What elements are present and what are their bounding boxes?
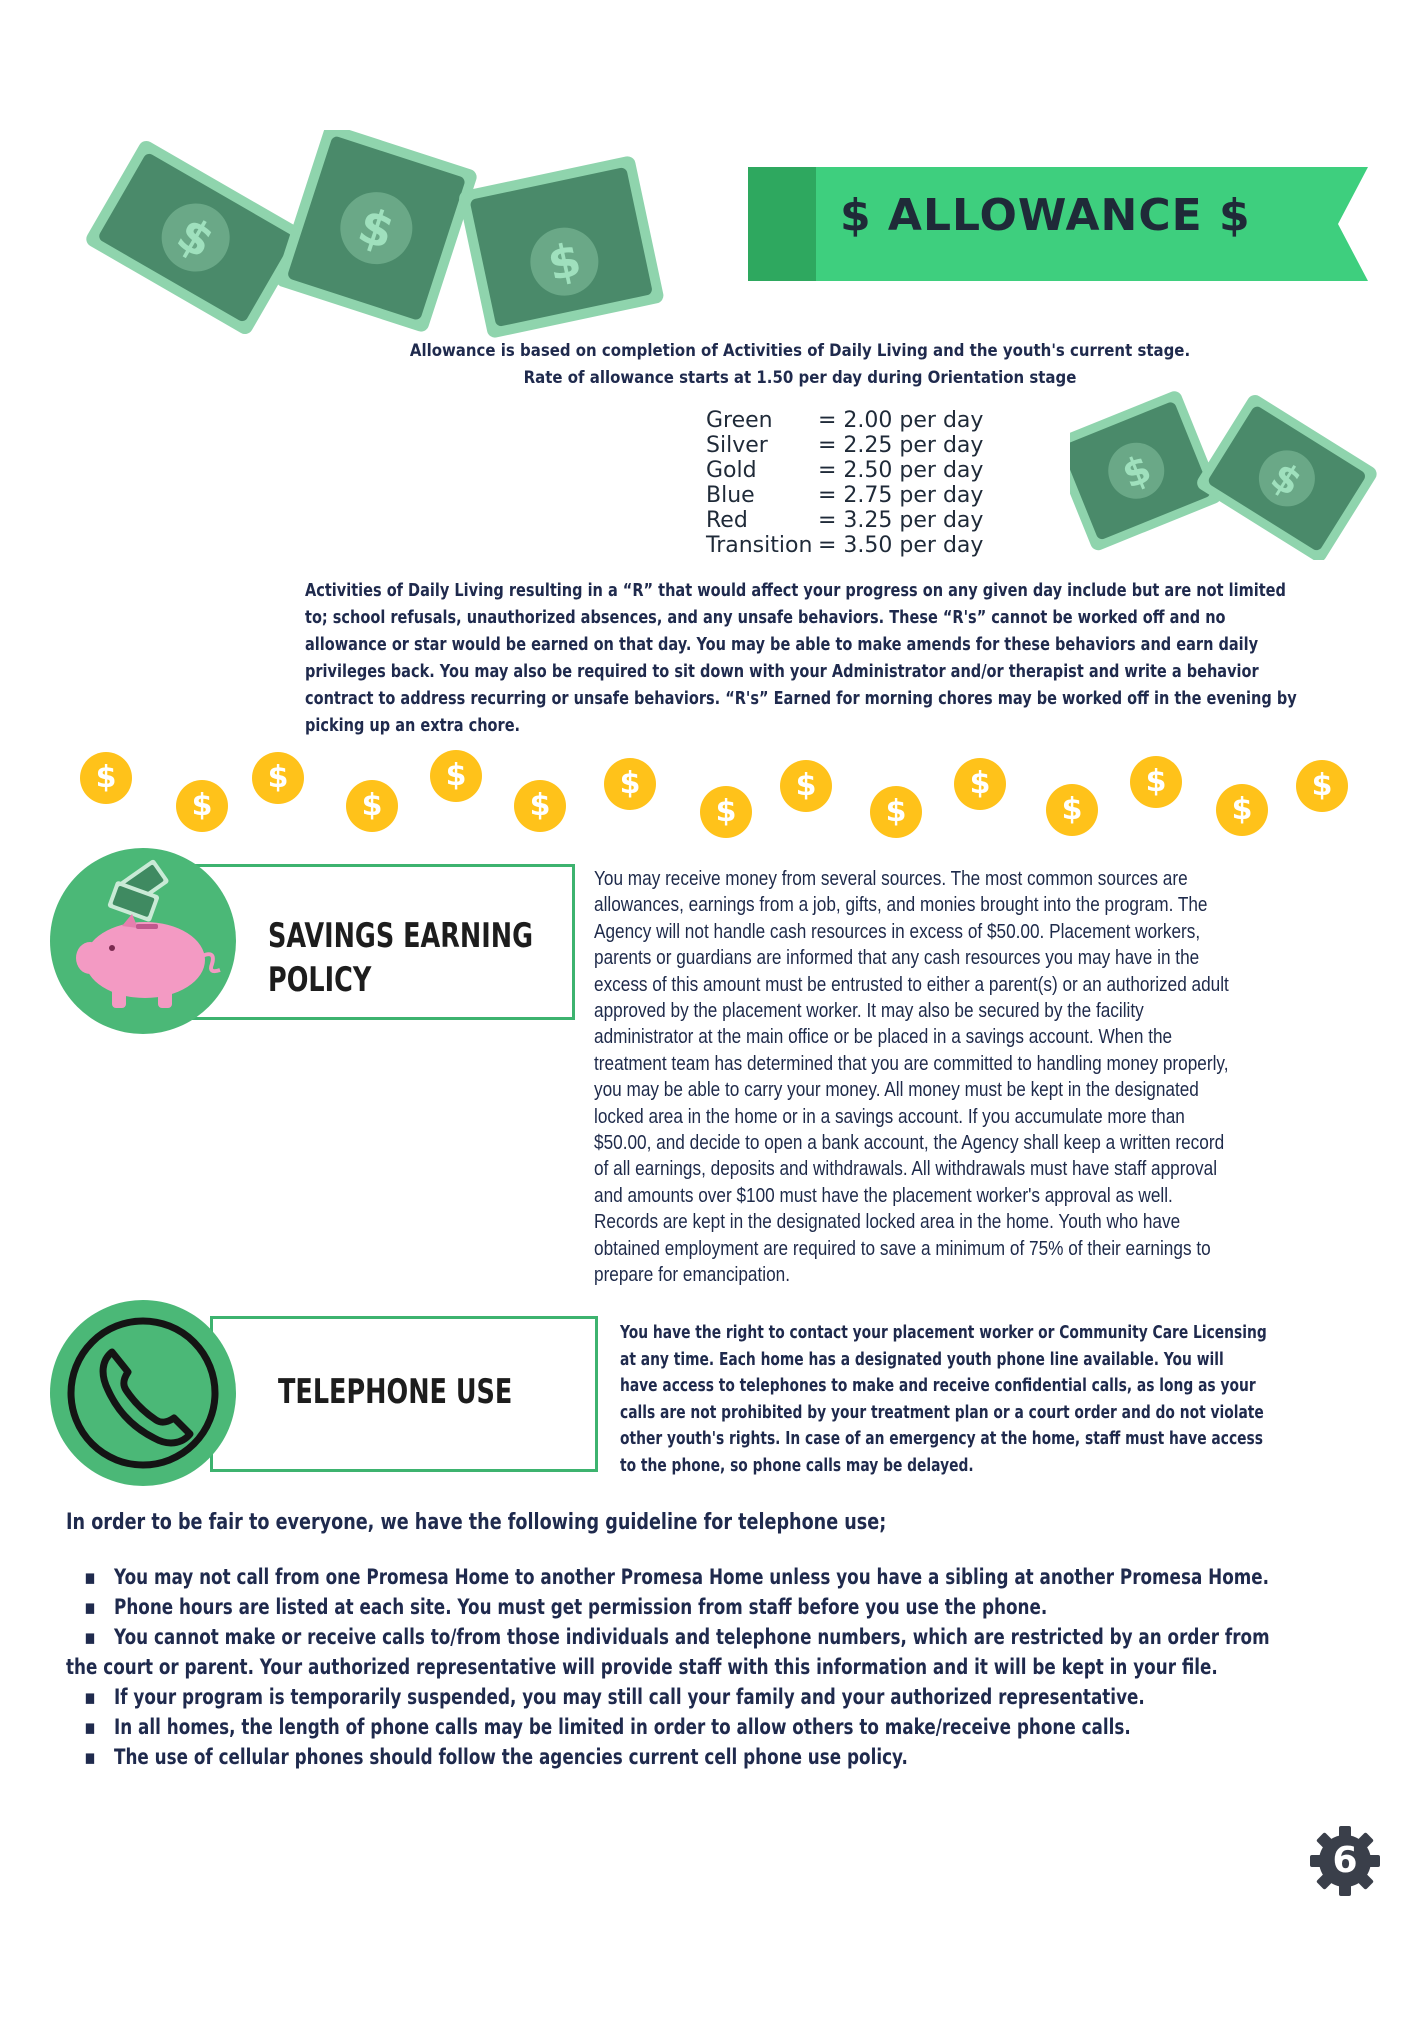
list-item [66, 1742, 1410, 1772]
svg-text:$: $ [543, 231, 586, 292]
coin-icon: $ [514, 780, 566, 832]
telephone-paragraph [620, 1320, 1380, 1479]
paragraph-line: parents or guardians are informed that any cash resources you may have in the [594, 947, 1200, 970]
coin-icon: $ [954, 758, 1006, 810]
paragraph-line: Records are kept in the designated locked area in the home. Youth who have [594, 1211, 1181, 1234]
svg-text:$: $ [1116, 446, 1158, 498]
svg-text:$: $ [168, 206, 224, 269]
adl-paragraph [305, 578, 1405, 740]
rate-row [706, 483, 983, 508]
bullet: ▪ [84, 1595, 96, 1619]
allowance-title: $ ALLOWANCE $ [840, 190, 1251, 241]
rate-value: = 3.50 per day [818, 533, 984, 558]
paragraph-line: Activities of Daily Living resulting in a “R” that would affect your progress on any given day include but are not limited [305, 581, 1286, 601]
paragraph-line: Agency will not handle cash resources in excess of $50.00. Placement workers, [594, 920, 1201, 943]
rate-stage: Green [706, 408, 773, 433]
rate-value: = 2.50 per day [818, 458, 984, 483]
paragraph-line: locked area in the home or in a savings account. If you accumulate more than [594, 1105, 1185, 1128]
telephone-title: TELEPHONE USE [278, 1372, 513, 1412]
paragraph-line: treatment team has determined that you are committed to handling money properly, [594, 1052, 1229, 1075]
rate-value: = 2.00 per day [818, 408, 984, 433]
rule-text: You cannot make or receive calls to/from those individuals and telephone numbers, which are restricted by an order from [114, 1625, 1270, 1649]
rate-row [706, 458, 983, 483]
savings-title-line: POLICY [268, 960, 372, 1000]
paragraph-line: excess of this amount must be entrusted to either a parent(s) or an authorized adult [594, 973, 1229, 996]
list-item [66, 1682, 1410, 1712]
bullet: ▪ [84, 1715, 96, 1739]
rate-value: = 2.75 per day [818, 483, 984, 508]
rate-stage: Gold [706, 458, 757, 483]
paragraph-line: privileges back. You may also be required to sit down with your Administrator and/or therapist and write a behavior [305, 662, 1259, 682]
paragraph-line: have access to telephones to make and receive confidential calls, as long as your [620, 1376, 1256, 1396]
paragraph-line: You may receive money from several sources. The most common sources are [594, 868, 1188, 890]
paragraph-line: obtained employment are required to save a minimum of 75% of their earnings to [594, 1237, 1211, 1260]
coin-icon: $ [176, 780, 228, 832]
paragraph-line: other youth's rights. In case of an emergency at the home, staff must have access [620, 1429, 1263, 1449]
bullet: ▪ [84, 1565, 96, 1589]
paragraph-line: administrator at the main office or be placed in a savings account. When the [594, 1026, 1173, 1049]
paragraph-line: approved by the placement worker. It may also be secured by the facility [594, 1000, 1144, 1023]
paragraph-line: contract to address recurring or unsafe behaviors. “R's” Earned for morning chores may be worked off in the evening by [305, 689, 1297, 709]
allowance-rates [706, 408, 983, 558]
coin-icon: $ [1130, 756, 1182, 808]
rule-text: The use of cellular phones should follow the agencies current cell phone use policy. [114, 1745, 908, 1769]
telephone-icon [50, 1300, 236, 1486]
paragraph-line: and amounts over $100 must have the placement worker's approval as well. [594, 1184, 1173, 1207]
bullet: ▪ [84, 1685, 96, 1709]
telephone-icon-circle [50, 1300, 236, 1486]
allowance-intro-line: Rate of allowance starts at 1.50 per day during Orientation stage [523, 368, 1077, 388]
paragraph-line: calls are not prohibited by your treatment plan or a court order and do not violate [620, 1402, 1264, 1423]
paragraph-line: allowances, earnings from a job, gifts, and monies brought into the program. The [594, 894, 1208, 917]
coin-icon: $ [430, 750, 482, 802]
page-number: 6 [1332, 1840, 1358, 1881]
list-item-continuation [66, 1652, 1410, 1682]
bullet: ▪ [84, 1745, 96, 1769]
rate-value: = 2.25 per day [818, 433, 984, 458]
rule-text: In all homes, the length of phone calls may be limited in order to allow others to make/receive phone calls. [114, 1715, 1131, 1739]
money-bills-icon [80, 130, 700, 350]
paragraph-line: of all earnings, deposits and withdrawals. All withdrawals must have staff approval [594, 1158, 1218, 1181]
coin-icon: $ [1046, 784, 1098, 836]
coin-icon: $ [1216, 784, 1268, 836]
paragraph-line: picking up an extra chore. [305, 716, 521, 736]
rule-text: If your program is temporarily suspended, you may still call your family and your authorized representative. [114, 1685, 1145, 1709]
rule-text: Phone hours are listed at each site. You must get permission from staff before you use the phone. [114, 1595, 1048, 1619]
coin-icon: $ [870, 786, 922, 838]
rate-row [706, 533, 983, 558]
rate-row [706, 508, 983, 533]
piggy-bank-icon [50, 848, 236, 1034]
svg-text:$: $ [1263, 453, 1310, 505]
svg-text:$: $ [351, 197, 401, 261]
page-number-badge [1310, 1826, 1380, 1896]
allowance-intro-line: Allowance is based on completion of Activities of Daily Living and the youth's current stage. [409, 341, 1191, 361]
rate-value: = 3.25 per day [818, 508, 984, 533]
paragraph-line: to; school refusals, unauthorized absences, and any unsafe behaviors. These “R's” cannot be worked off and no [305, 608, 1226, 628]
rate-row [706, 433, 983, 458]
allowance-intro [300, 338, 1300, 392]
list-item [66, 1592, 1410, 1622]
rate-row [706, 408, 983, 433]
paragraph-line: you may be able to carry your money. All money must be kept in the designated [594, 1079, 1199, 1102]
savings-title-line: SAVINGS EARNING [268, 916, 534, 956]
coin-icon: $ [700, 786, 752, 838]
coin-icon: $ [780, 760, 832, 812]
rule-text: You may not call from one Promesa Home to another Promesa Home unless you have a sibling at another Promesa Home. [114, 1565, 1270, 1589]
guideline-intro: In order to be fair to everyone, we have the following guideline for telephone use; [66, 1510, 887, 1535]
paragraph-line: to the phone, so phone calls may be delayed. [620, 1455, 974, 1476]
rate-stage: Blue [706, 483, 755, 508]
savings-icon-circle [50, 848, 236, 1034]
paragraph-line: $50.00, and decide to open a bank account, the Agency shall keep a written record [594, 1132, 1225, 1155]
savings-paragraph [594, 866, 1404, 1289]
paragraph-line: at any time. Each home has a designated youth phone line available. You will [620, 1349, 1224, 1370]
paragraph-line: allowance or star would be earned on that day. You may be able to make amends for these behaviors and earn daily [305, 635, 1259, 655]
telephone-rules-list [66, 1562, 1406, 1772]
paragraph-line: You have the right to contact your placement worker or Community Care Licensing [620, 1323, 1267, 1343]
list-item [66, 1562, 1410, 1592]
bullet: ▪ [84, 1625, 96, 1649]
money-bills-icon [1070, 390, 1380, 560]
paragraph-line: prepare for emancipation. [594, 1264, 791, 1287]
rate-stage: Transition [706, 533, 813, 558]
rate-stage: Silver [706, 433, 768, 458]
list-item [66, 1622, 1410, 1652]
coin-icon: $ [1296, 760, 1348, 812]
coin-icon: $ [252, 752, 304, 804]
list-item [66, 1712, 1410, 1742]
savings-title [268, 914, 533, 1002]
rule-text: the court or parent. Your authorized representative will provide staff with this information and it will be kept in your file. [66, 1655, 1218, 1679]
coin-icon: $ [604, 758, 656, 810]
coin-icon: $ [346, 780, 398, 832]
coin-icon: $ [80, 752, 132, 804]
rate-stage: Red [706, 508, 748, 533]
